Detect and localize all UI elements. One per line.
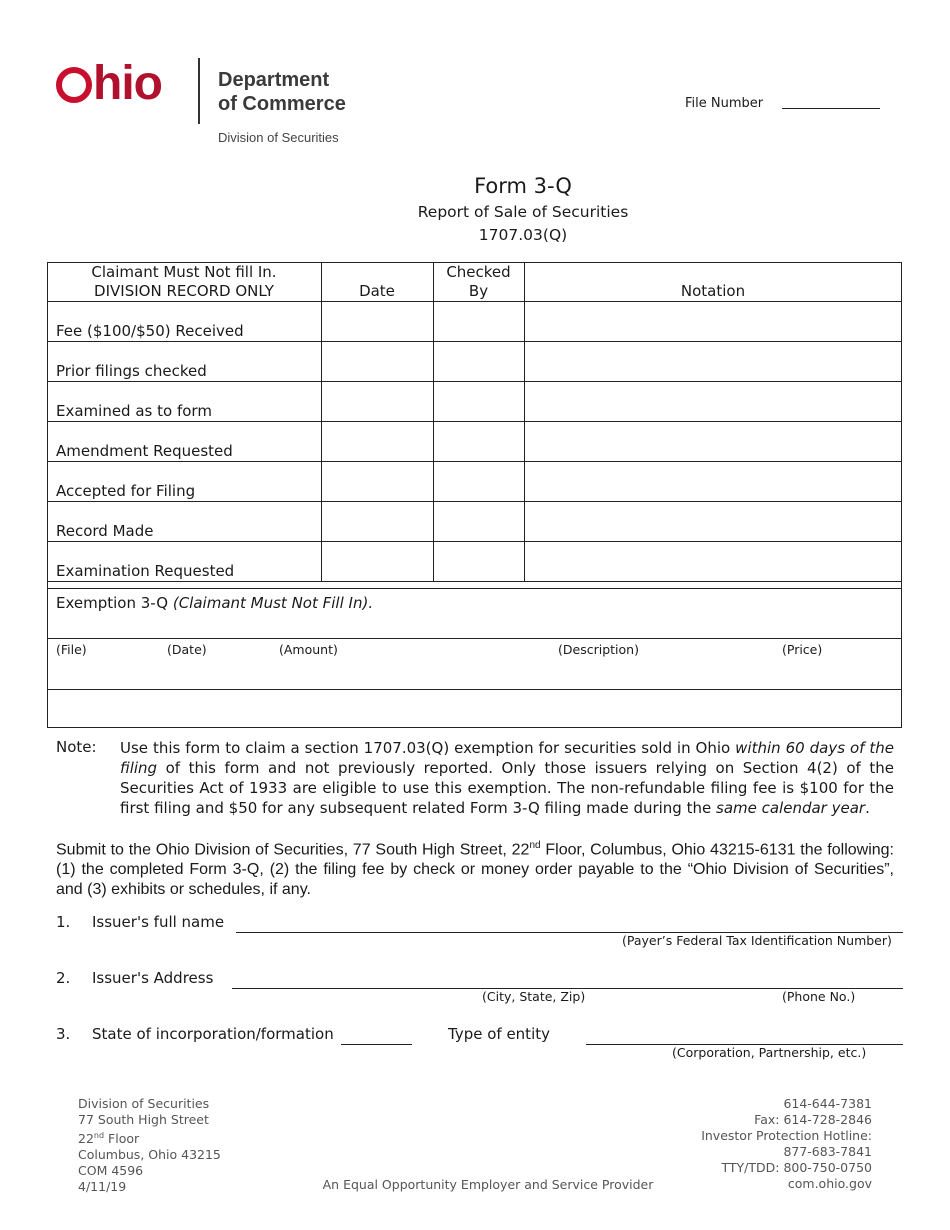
issuer-address-label: Issuer's Address — [92, 969, 214, 987]
row-label-accepted: Accepted for Filing — [56, 482, 196, 500]
footer-left-line6: 4/11/19 — [78, 1179, 127, 1195]
header-checked-line1: Checked — [446, 263, 511, 281]
issuer-name-label: Issuer's full name — [92, 913, 225, 931]
note-part1: Use this form to claim a section 1707.03(Q) exemption for securities sold in Ohio — [120, 739, 736, 757]
issuer-name-hint: (Payer’s Federal Tax Identification Number) — [622, 933, 892, 948]
department-name — [218, 68, 346, 116]
table-divider — [321, 262, 322, 582]
row-label-fee: Fee ($100/$50) Received — [56, 322, 244, 340]
row-label-amendment: Amendment Requested — [56, 442, 233, 460]
table-divider — [47, 421, 902, 422]
footer-fax: Fax: 614-728-2846 — [754, 1112, 872, 1127]
footer-hotline: 877-683-7841 — [783, 1144, 872, 1159]
ohio-logo-o-icon — [56, 67, 92, 103]
footer-hotline-label: Investor Protection Hotline: — [701, 1128, 872, 1143]
table-divider — [433, 262, 434, 582]
exemption-note: (Claimant Must Not Fill In). — [172, 594, 374, 612]
footer-left-line2: 77 South High Street — [78, 1112, 209, 1127]
field2-number: 2. — [56, 969, 71, 987]
ohio-logo-text: hio — [93, 57, 162, 110]
address-phone-hint: (Phone No.) — [782, 989, 856, 1004]
note-part3: . — [865, 799, 870, 817]
note-text — [120, 738, 894, 818]
table-divider — [47, 588, 902, 589]
address-city-hint: (City, State, Zip) — [482, 989, 586, 1004]
header-claimant-line1: Claimant Must Not fill In. — [91, 263, 277, 281]
footer-phone: 614-644-7381 — [783, 1096, 872, 1111]
column-amount: (Amount) — [279, 642, 338, 657]
table-divider — [47, 638, 902, 639]
entity-type-hint: (Corporation, Partnership, etc.) — [672, 1045, 867, 1060]
header-claimant — [47, 263, 321, 301]
header-checked-line2: By — [468, 282, 489, 300]
footer-tty: TTY/TDD: 800-750-0750 — [721, 1160, 872, 1175]
footer-left-line4: Columbus, Ohio 43215 — [78, 1147, 221, 1163]
table-divider — [47, 689, 902, 690]
table-divider — [47, 501, 902, 502]
footer-contact — [640, 1096, 872, 1192]
submit-part1: Submit to the Ohio Division of Securities, 77 South High Street, 22 — [56, 841, 530, 859]
ohio-logo — [56, 57, 162, 110]
footer-left-line1: Division of Securities — [78, 1096, 210, 1111]
form-title: Form 3-Q — [474, 174, 572, 198]
state-incorporation-field[interactable] — [341, 1044, 412, 1045]
row-label-examination: Examination Requested — [56, 562, 235, 580]
table-divider — [47, 341, 902, 342]
file-number-label: File Number — [685, 96, 764, 111]
header-checked-by — [433, 263, 524, 301]
footer-website[interactable]: com.ohio.gov — [787, 1176, 872, 1191]
form-subtitle: Report of Sale of Securities — [417, 203, 629, 221]
form-code: 1707.03(Q) — [478, 226, 568, 244]
footer-left-line3 — [78, 1128, 221, 1147]
column-date: (Date) — [167, 642, 207, 657]
table-divider — [524, 262, 525, 582]
column-price: (Price) — [782, 642, 823, 657]
note-label: Note: — [56, 738, 97, 756]
footer-floor-text: Floor — [104, 1131, 140, 1147]
header-claimant-line2: DIVISION RECORD ONLY — [94, 282, 274, 300]
field3-number: 3. — [56, 1025, 71, 1043]
header-date: Date — [359, 282, 395, 300]
note-part2: of this form and not previously reported. Only those issuers relying on Section 4(2) of the Securities Act of 1933 are eligible to use this exemption. The non-refundable filing fee is $100 for the first filing and $50 for any subsequent related Form 3-Q filing made during the — [120, 759, 894, 817]
department-line1: Department — [218, 69, 330, 91]
submit-sup: nd — [529, 840, 541, 851]
state-incorporation-label: State of incorporation/formation — [92, 1025, 334, 1043]
row-label-record-made: Record Made — [56, 522, 154, 540]
exemption-title: Exemption 3-Q — [56, 594, 169, 612]
submit-part2: Floor, Columbus, Ohio 43215-6131 the following: (1) the completed Form 3-Q, (2) the filing fee by check or money order payable to the “Ohio Division of Securities”, and (3) exhibits or schedules, if any. — [56, 841, 895, 899]
note-italic1: within 60 days of the filing — [120, 739, 895, 777]
table-divider — [47, 461, 902, 462]
footer-left-line5: COM 4596 — [78, 1163, 144, 1179]
table-divider — [47, 581, 902, 582]
department-line2: of Commerce — [218, 93, 346, 115]
row-label-examined: Examined as to form — [56, 402, 212, 420]
column-file: (File) — [56, 642, 87, 657]
submit-instructions — [56, 836, 894, 900]
note-italic2: same calendar year — [716, 799, 866, 817]
row-label-prior-filings: Prior filings checked — [56, 362, 207, 380]
division-name: Division of Securities — [218, 130, 339, 145]
table-divider — [47, 541, 902, 542]
file-number-field[interactable] — [782, 108, 880, 109]
exemption-label — [56, 594, 373, 612]
header-notation: Notation — [680, 282, 746, 300]
table-divider — [47, 301, 902, 302]
field1-number: 1. — [56, 913, 71, 931]
footer-equal-opportunity: An Equal Opportunity Employer and Service Provider — [322, 1177, 654, 1192]
table-divider — [47, 381, 902, 382]
footer-floor-sup: nd — [93, 1131, 105, 1140]
logo-divider — [198, 58, 200, 124]
column-description: (Description) — [558, 642, 639, 657]
entity-type-label: Type of entity — [448, 1025, 550, 1043]
footer-floor-num: 22 — [78, 1131, 94, 1147]
